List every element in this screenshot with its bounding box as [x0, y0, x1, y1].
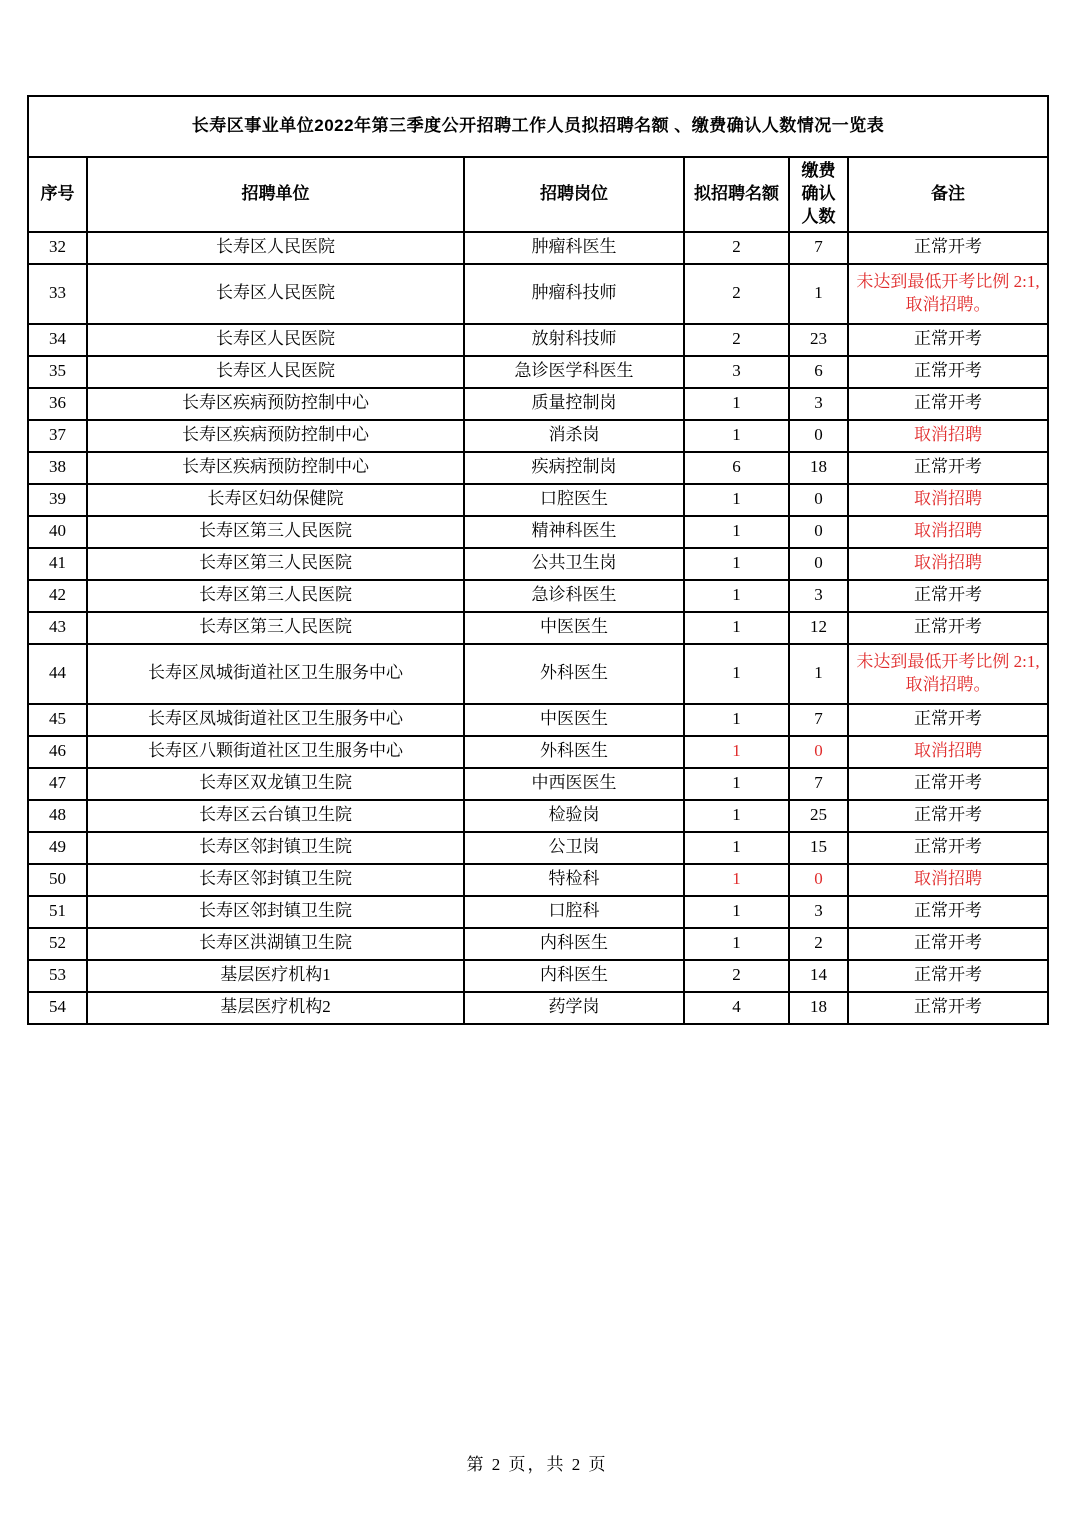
column-header-quota: 拟招聘名额 — [684, 157, 789, 232]
quota-cell: 1 — [684, 420, 789, 452]
remark-cell: 正常开考 — [848, 232, 1048, 264]
remark-cell: 取消招聘 — [848, 484, 1048, 516]
remark-cell: 正常开考 — [848, 832, 1048, 864]
unit-cell: 基层医疗机构2 — [87, 992, 464, 1024]
paid-count-cell: 1 — [789, 264, 848, 324]
row-index-cell: 34 — [28, 324, 87, 356]
quota-cell: 1 — [684, 580, 789, 612]
quota-cell: 1 — [684, 388, 789, 420]
post-cell: 内科医生 — [464, 960, 684, 992]
paid-count-cell: 7 — [789, 232, 848, 264]
quota-cell: 1 — [684, 896, 789, 928]
table-row — [28, 704, 1048, 736]
paid-count-cell: 1 — [789, 644, 848, 704]
remark-cell: 未达到最低开考比例 2:1, 取消招聘。 — [848, 264, 1048, 324]
table-header-row — [28, 157, 1048, 232]
row-index-cell: 40 — [28, 516, 87, 548]
paid-count-cell: 6 — [789, 356, 848, 388]
quota-cell: 1 — [684, 516, 789, 548]
row-index-cell: 41 — [28, 548, 87, 580]
row-index-cell: 45 — [28, 704, 87, 736]
table-row — [28, 612, 1048, 644]
row-index-cell: 54 — [28, 992, 87, 1024]
row-index-cell: 48 — [28, 800, 87, 832]
post-cell: 药学岗 — [464, 992, 684, 1024]
post-cell: 口腔医生 — [464, 484, 684, 516]
row-index-cell: 39 — [28, 484, 87, 516]
post-cell: 外科医生 — [464, 736, 684, 768]
table-row — [28, 264, 1048, 324]
table-title-row — [28, 96, 1048, 157]
post-cell: 外科医生 — [464, 644, 684, 704]
post-cell: 精神科医生 — [464, 516, 684, 548]
paid-count-cell: 0 — [789, 736, 848, 768]
paid-count-cell: 14 — [789, 960, 848, 992]
remark-cell: 正常开考 — [848, 452, 1048, 484]
unit-cell: 长寿区八颗街道社区卫生服务中心 — [87, 736, 464, 768]
paid-count-cell: 12 — [789, 612, 848, 644]
quota-cell: 1 — [684, 800, 789, 832]
row-index-cell: 36 — [28, 388, 87, 420]
row-index-cell: 47 — [28, 768, 87, 800]
quota-cell: 1 — [684, 864, 789, 896]
row-index-cell: 50 — [28, 864, 87, 896]
table-row — [28, 580, 1048, 612]
table-row — [28, 960, 1048, 992]
paid-count-cell: 2 — [789, 928, 848, 960]
remark-cell: 正常开考 — [848, 324, 1048, 356]
post-cell: 特检科 — [464, 864, 684, 896]
row-index-cell: 51 — [28, 896, 87, 928]
table-row — [28, 232, 1048, 264]
row-index-cell: 49 — [28, 832, 87, 864]
remark-cell: 取消招聘 — [848, 420, 1048, 452]
row-index-cell: 46 — [28, 736, 87, 768]
remark-cell: 取消招聘 — [848, 516, 1048, 548]
quota-cell: 6 — [684, 452, 789, 484]
row-index-cell: 52 — [28, 928, 87, 960]
post-cell: 消杀岗 — [464, 420, 684, 452]
quota-cell: 1 — [684, 704, 789, 736]
post-cell: 公卫岗 — [464, 832, 684, 864]
page-number-footer: 第 2 页，共 2 页 — [466, 1455, 608, 1474]
table-row — [28, 388, 1048, 420]
quota-cell: 1 — [684, 928, 789, 960]
row-index-cell: 37 — [28, 420, 87, 452]
remark-cell: 正常开考 — [848, 612, 1048, 644]
table-row — [28, 736, 1048, 768]
paid-count-cell: 7 — [789, 704, 848, 736]
remark-cell: 正常开考 — [848, 704, 1048, 736]
post-cell: 中西医医生 — [464, 768, 684, 800]
remark-cell: 正常开考 — [848, 768, 1048, 800]
unit-cell: 长寿区第三人民医院 — [87, 580, 464, 612]
column-header-remark: 备注 — [848, 157, 1048, 232]
unit-cell: 长寿区洪湖镇卫生院 — [87, 928, 464, 960]
table-row — [28, 420, 1048, 452]
remark-cell: 正常开考 — [848, 896, 1048, 928]
row-index-cell: 38 — [28, 452, 87, 484]
table-row — [28, 356, 1048, 388]
table-row — [28, 768, 1048, 800]
row-index-cell: 32 — [28, 232, 87, 264]
post-cell: 急诊医学科医生 — [464, 356, 684, 388]
remark-cell: 未达到最低开考比例 2:1, 取消招聘。 — [848, 644, 1048, 704]
unit-cell: 长寿区云台镇卫生院 — [87, 800, 464, 832]
unit-cell: 长寿区凤城街道社区卫生服务中心 — [87, 644, 464, 704]
table-row — [28, 896, 1048, 928]
post-cell: 疾病控制岗 — [464, 452, 684, 484]
row-index-cell: 42 — [28, 580, 87, 612]
row-index-cell: 33 — [28, 264, 87, 324]
row-index-cell: 53 — [28, 960, 87, 992]
unit-cell: 长寿区第三人民医院 — [87, 612, 464, 644]
paid-count-cell: 15 — [789, 832, 848, 864]
quota-cell: 1 — [684, 548, 789, 580]
table-row — [28, 800, 1048, 832]
paid-count-cell: 18 — [789, 452, 848, 484]
remark-cell: 正常开考 — [848, 960, 1048, 992]
post-cell: 放射科技师 — [464, 324, 684, 356]
post-cell: 中医医生 — [464, 612, 684, 644]
paid-count-cell: 18 — [789, 992, 848, 1024]
post-cell: 急诊科医生 — [464, 580, 684, 612]
remark-cell: 正常开考 — [848, 928, 1048, 960]
unit-cell: 长寿区妇幼保健院 — [87, 484, 464, 516]
paid-count-cell: 7 — [789, 768, 848, 800]
unit-cell: 长寿区人民医院 — [87, 264, 464, 324]
unit-cell: 长寿区双龙镇卫生院 — [87, 768, 464, 800]
quota-cell: 1 — [684, 644, 789, 704]
column-header-index: 序号 — [28, 157, 87, 232]
column-header-paid: 缴费确认人数 — [789, 157, 848, 232]
quota-cell: 2 — [684, 232, 789, 264]
row-index-cell: 35 — [28, 356, 87, 388]
quota-cell: 1 — [684, 768, 789, 800]
remark-cell: 正常开考 — [848, 580, 1048, 612]
post-cell: 公共卫生岗 — [464, 548, 684, 580]
quota-cell: 1 — [684, 832, 789, 864]
unit-cell: 长寿区第三人民医院 — [87, 516, 464, 548]
quota-cell: 2 — [684, 960, 789, 992]
table-row — [28, 484, 1048, 516]
table-body — [28, 232, 1048, 1024]
paid-count-cell: 0 — [789, 864, 848, 896]
recruitment-table — [27, 95, 1049, 1025]
unit-cell: 长寿区邻封镇卫生院 — [87, 832, 464, 864]
remark-cell: 正常开考 — [848, 800, 1048, 832]
unit-cell: 长寿区凤城街道社区卫生服务中心 — [87, 704, 464, 736]
unit-cell: 长寿区疾病预防控制中心 — [87, 388, 464, 420]
post-cell: 肿瘤科医生 — [464, 232, 684, 264]
post-cell: 中医医生 — [464, 704, 684, 736]
unit-cell: 长寿区第三人民医院 — [87, 548, 464, 580]
paid-count-cell: 0 — [789, 420, 848, 452]
quota-cell: 4 — [684, 992, 789, 1024]
remark-cell: 正常开考 — [848, 356, 1048, 388]
paid-count-cell: 25 — [789, 800, 848, 832]
paid-count-cell: 0 — [789, 516, 848, 548]
table-row — [28, 864, 1048, 896]
remark-cell: 正常开考 — [848, 992, 1048, 1024]
paid-count-cell: 3 — [789, 388, 848, 420]
post-cell: 质量控制岗 — [464, 388, 684, 420]
table-row — [28, 832, 1048, 864]
table-row — [28, 548, 1048, 580]
paid-count-cell: 3 — [789, 580, 848, 612]
table-row — [28, 928, 1048, 960]
paid-count-cell: 0 — [789, 484, 848, 516]
table-row — [28, 644, 1048, 704]
post-cell: 检验岗 — [464, 800, 684, 832]
unit-cell: 长寿区人民医院 — [87, 232, 464, 264]
quota-cell: 2 — [684, 264, 789, 324]
unit-cell: 长寿区疾病预防控制中心 — [87, 452, 464, 484]
paid-count-cell: 3 — [789, 896, 848, 928]
post-cell: 口腔科 — [464, 896, 684, 928]
table-title: 长寿区事业单位2022年第三季度公开招聘工作人员拟招聘名额 、缴费确认人数情况一览表 — [28, 96, 1048, 157]
unit-cell: 长寿区邻封镇卫生院 — [87, 896, 464, 928]
paid-count-cell: 23 — [789, 324, 848, 356]
quota-cell: 1 — [684, 484, 789, 516]
table-row — [28, 324, 1048, 356]
table-row — [28, 452, 1048, 484]
remark-cell: 取消招聘 — [848, 548, 1048, 580]
unit-cell: 长寿区邻封镇卫生院 — [87, 864, 464, 896]
column-header-post: 招聘岗位 — [464, 157, 684, 232]
remark-cell: 取消招聘 — [848, 864, 1048, 896]
quota-cell: 3 — [684, 356, 789, 388]
unit-cell: 长寿区疾病预防控制中心 — [87, 420, 464, 452]
table-row — [28, 516, 1048, 548]
column-header-unit: 招聘单位 — [87, 157, 464, 232]
unit-cell: 基层医疗机构1 — [87, 960, 464, 992]
unit-cell: 长寿区人民医院 — [87, 356, 464, 388]
table-row — [28, 992, 1048, 1024]
remark-cell: 取消招聘 — [848, 736, 1048, 768]
quota-cell: 2 — [684, 324, 789, 356]
remark-cell: 正常开考 — [848, 388, 1048, 420]
row-index-cell: 44 — [28, 644, 87, 704]
unit-cell: 长寿区人民医院 — [87, 324, 464, 356]
paid-count-cell: 0 — [789, 548, 848, 580]
quota-cell: 1 — [684, 736, 789, 768]
post-cell: 肿瘤科技师 — [464, 264, 684, 324]
post-cell: 内科医生 — [464, 928, 684, 960]
row-index-cell: 43 — [28, 612, 87, 644]
quota-cell: 1 — [684, 612, 789, 644]
